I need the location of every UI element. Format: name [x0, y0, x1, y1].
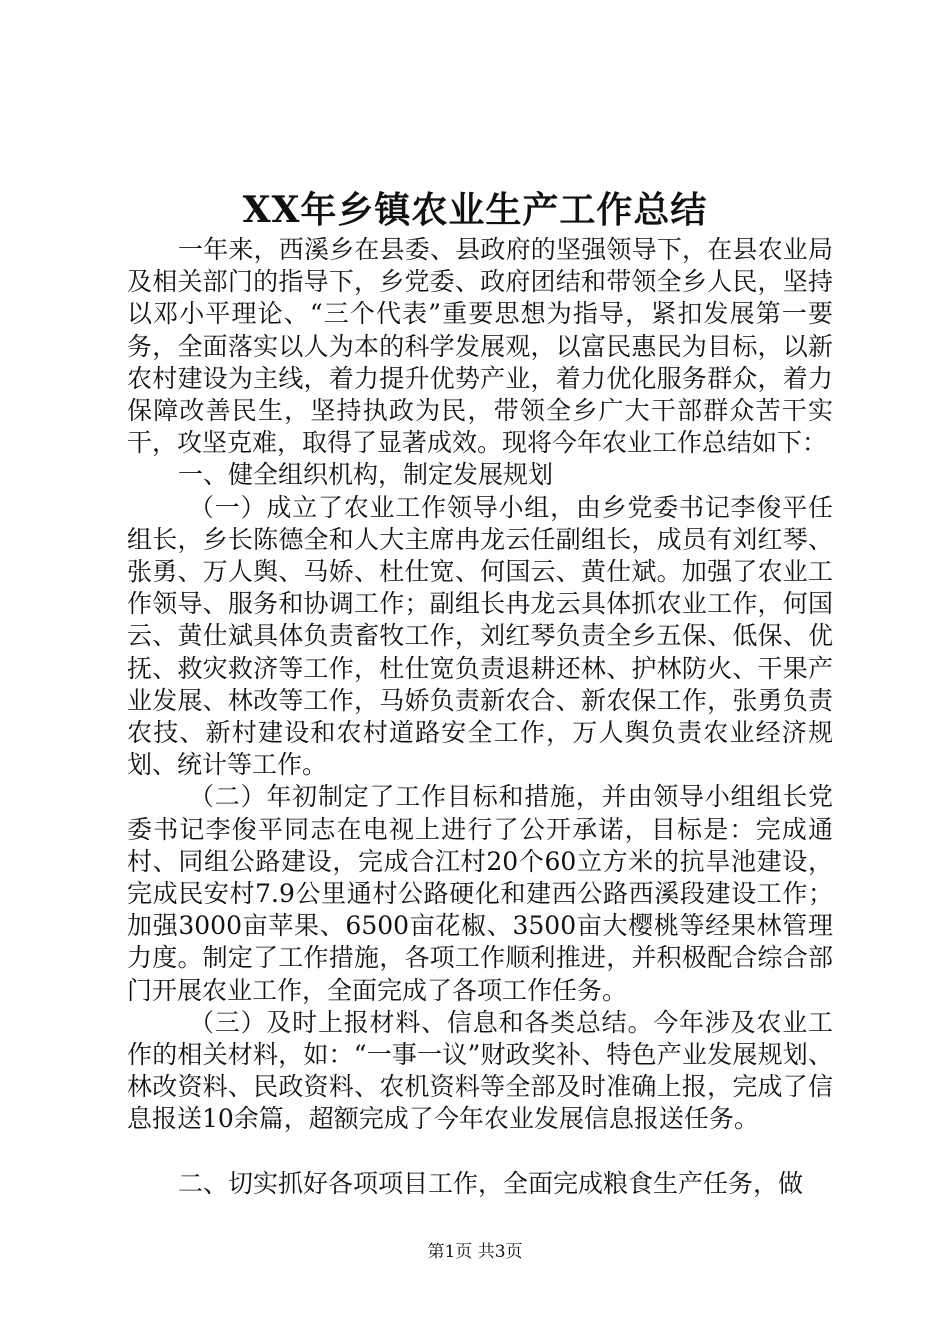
document-title: XX年乡镇农业生产工作总结 [242, 189, 708, 231]
intro-paragraph: 一年来，西溪乡在县委、县政府的坚强领导下，在县农业局及相关部门的指导下，乡党委、政府团结和带领全乡人民，坚持以邓小平理论、“三个代表”重要思想为指导，紧扣发展第一要务，全面落实以人为本的科学发展观，以富民惠民为目标，以新农村建设为主线，着力提升优势产业，着力优化服务群众，着力保障改善民生，坚持执政为民，带领全乡广大干部群众苦干实干，攻坚克难，取得了显著成效。现将今年农业工作总结如下： [127, 235, 833, 458]
subsection-paragraph-1: （一）成立了农业工作领导小组，由乡党委书记李俊平任组长，乡长陈德全和人大主席冉龙云任副组长，成员有刘红琴、张勇、万人舆、马娇、杜仕宽、何国云、黄仕斌。加强了农业工作领导、服务和协调工作；副组长冉龙云具体抓农业工作，何国云、黄仕斌具体负责畜牧工作，刘红琴负责全乡五保、低保、优抚、救灾救济等工作，杜仕宽负责退耕还林、护林防火、干果产业发展、林改等工作，马娇负责新农合、新农保工作，张勇负责农技、新村建设和农村道路安全工作，万人舆负责农业经济规划、统计等工作。 [127, 492, 833, 780]
section-heading-2: 二、切实抓好各项项目工作，全面完成粮食生产任务，做 [178, 1168, 804, 1198]
page-footer: 第1页 共3页 [427, 1242, 523, 1262]
subsection-paragraph-2: （二）年初制定了工作目标和措施，并由领导小组组长党委书记李俊平同志在电视上进行了公开承诺，目标是：完成通村、同组公路建设，完成合江村20个60立方米的抗旱池建设，完成民安村7.9公里通村公路硬化和建西公路西溪段建设工作；加强3000亩苹果、6500亩花椒、3500亩大樱桃等经果林管理力度。制定了工作措施，各项工作顺利推进，并积极配合综合部门开展农业工作，全面完成了各项工作任务。 [127, 782, 833, 1005]
section-heading-1: 一、健全组织机构，制定发展规划 [178, 460, 554, 490]
document-body [127, 234, 833, 1200]
subsection-paragraph-3: （三）及时上报材料、信息和各类总结。今年涉及农业工作的相关材料，如：“一事一议”财政奖补、特色产业发展规划、林改资料、民政资料、农机资料等全部及时准确上报，完成了信息报送10余篇，超额完成了今年农业发展信息报送任务。 [127, 1007, 833, 1134]
